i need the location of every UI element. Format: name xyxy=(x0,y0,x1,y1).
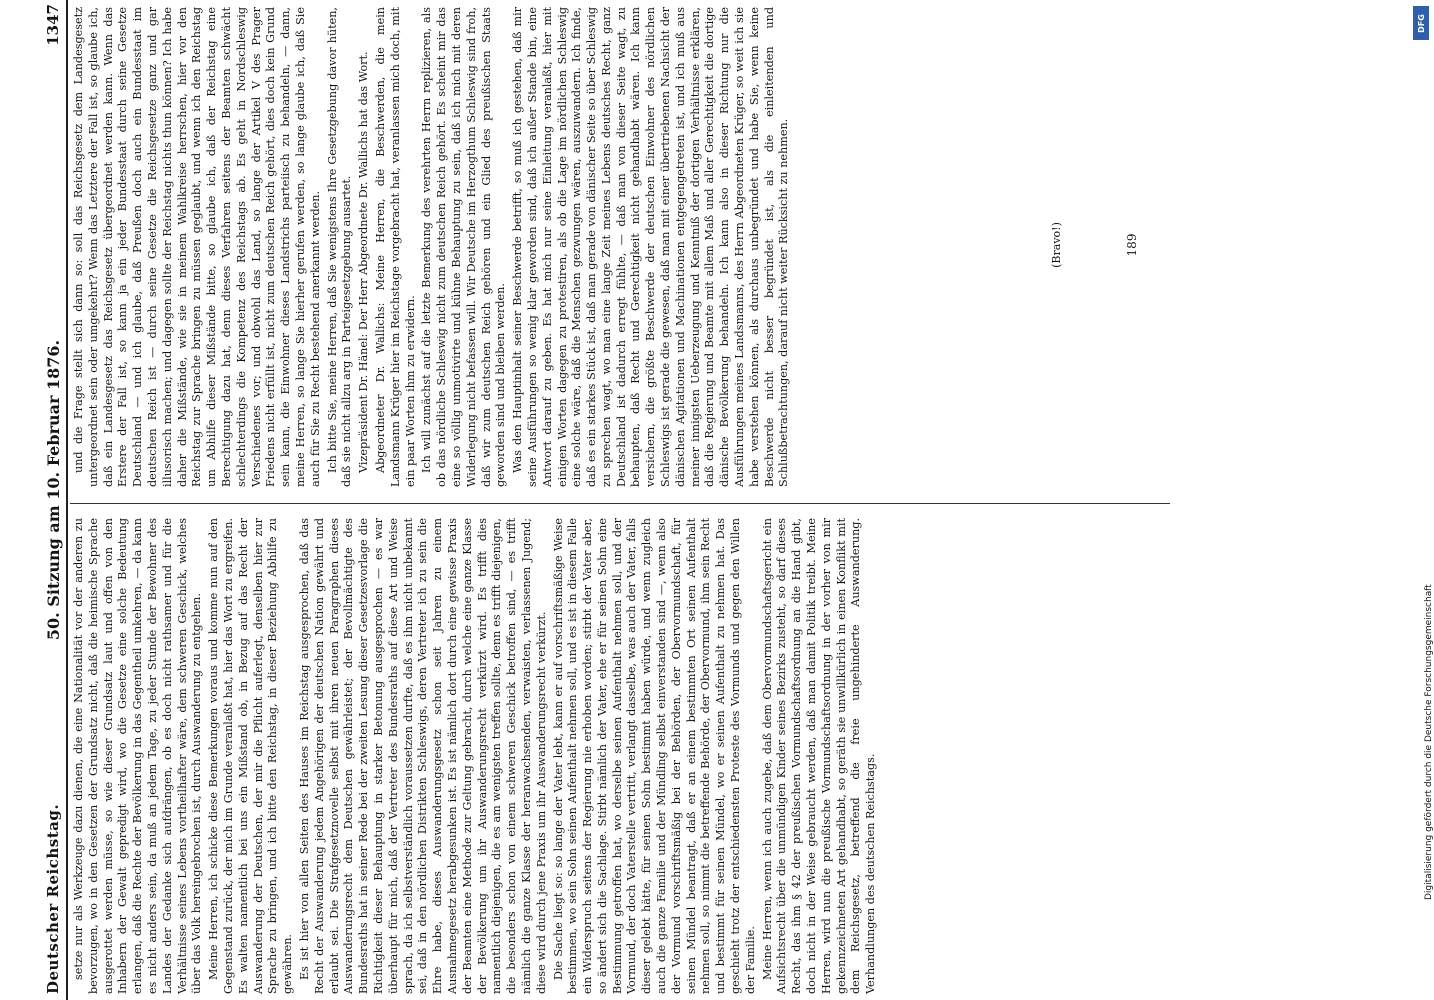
sheet-number: 189 xyxy=(1125,233,1139,257)
publication-title: Deutscher Reichstag. xyxy=(44,803,62,994)
session-title: 50. Sitzung am 10. Februar 1876. xyxy=(44,339,63,641)
right-paragraph: Ich bitte Sie, meine Herren, daß Sie wenigstens Ihre Gesetzgebung davor hüten, daß sie nicht allzu arg in Parteigesetzgebung ausartet. xyxy=(325,7,354,487)
right-column xyxy=(72,7,1252,487)
page-number: 1347 xyxy=(44,4,62,46)
left-paragraph: Die Sache liegt so: so lange der Vater lebt, kann er auf vorschriftsmäßige Weise bestimmen, wo sein Sohn seinen Aufenthalt nehmen soll, und es ist in diesem Falle ein Widerspruch seitens der Regierung nie erhoben worden; stirbt der Vater aber, so ändert sich die Sachlage. Stirbt nämlich der Vater, ehe er für seinen Sohn eine Bestimmung getroffen hat, wo derselbe seinen Aufenthalt nehmen soll, und der Vormund, der doch Vaterstelle vertritt, verlangt dasselbe, was auch der Vater, falls dieser gelebt hätte, für seinen Sohn bestimmt haben würde, und wenn zugleich auch die ganze Familie und der Mündling selbst einverstanden sind —, wenn also der Vormund vorschriftsmäßig bei der Behörden, der Obervormundschaft, für seinen Mündel beantragt, daß er an einem bestimmten Ort seinen Aufenthalt nehmen soll, so nimmt die betreffende Behörde, der Obervormund, ihm sein Recht und bestimmt für seinen Mündel, wo er seinen Aufenthalt zu nehmen hat. Das geschieht trotz der entschiedensten Proteste des Vormunds und gegen den Willen der Familie. xyxy=(551,518,757,994)
left-paragraph: Meine Herren, wenn ich auch zugebe, daß dem Obervormundschaftsgericht ein Aufsichtsrecht über die unmündigen Kinder seines Bezirks zusteht, so darf dieses Recht, das ihm § 42 der preußischen Vormundschaftsordnung an die Hand gibt, doch nicht in der Weise gebraucht werden, daß man damit Politik treibt. Meine Herren, wird nun die preußische Vormundschaftsordnung in der vorher von mir gekennzeichneten Art gehandhabt, so geräth sie unwillkürlich in einen Konflikt mit dem Reichsgesetz, betreffend die freie ungehinderte Auswanderung. Verhandlungen des deutschen Reichstags. xyxy=(760,518,878,994)
dfg-logo-text: DFG xyxy=(1416,13,1426,33)
column-divider xyxy=(70,503,1170,504)
dfg-logo xyxy=(1413,6,1429,40)
left-column xyxy=(72,518,1252,994)
left-paragraph: Meine Herren, ich schicke diese Bemerkungen voraus und komme nun auf den Gegenstand zurück, der mich im Grunde veranlaßt hat, hier das Wort zu ergreifen. Es walten namentlich bei uns ein Mißstand ob, in Bezug auf das Recht der Auswanderung der Deutschen, der mir die Pflicht auferlegt, denselben hier zur Sprache zu bringen, und ich bitte den Reichstag, in dieser Beziehung Abhilfe zu gewähren. xyxy=(207,518,295,994)
left-paragraph: setze nur als Werkzeuge dazu dienen, die eine Nationalität vor der anderen zu bevorzugen, wo in den Gesetzen der Grundsatz nicht, daß die heimische Sprache ausgerottet werden müsse, so wie dieser Grundsatz laut und offen von den Inhabern der Gewalt gepredigt wird, wo die Gesetze eine solche Bedeutung erlangen, daß die Rechte der Bevölkerung in das Gegentheil umkehren, — da kann es nicht anders sein, da muß an jedem Tage, zu jeder Stunde der Bewohner des Landes der Gedanke sich aufdrängen, ob es doch nicht rathsamer und für die Verhältnisse seines Lebens vortheilhafter wäre, dem schweren Geschick, welches über das Volk hereingebrochen ist, durch Auswanderung zu entgehen. xyxy=(72,518,204,994)
right-paragraph: Ich will zunächst auf die letzte Bemerkung des verehrten Herrn replizieren, als ob das nördliche Schleswig nicht zum deutschen Reich gehört. Es scheint mir das eine so völlig unmotivirte und kühne Behauptung zu sein, daß ich mich mit deren Widerlegung nicht befassen will. Wir Deutsche im Herzogthum Schleswig sind froh, daß wir zum deutschen Reich gehören und ein Glied des preußischen Staats geworden sind und bleiben werden. xyxy=(420,7,508,487)
digitization-note: Digitalisierung gefördert durch die Deutsche Forschungsgemeinschaft xyxy=(1424,584,1434,900)
header-rule xyxy=(66,0,68,1000)
right-paragraph: Abgeordneter Dr. Wallichs: Meine Herren, die Beschwerden, die mein Landsmann Krüger hier im Reichstage vorgebracht hat, veranlassen mich doch, mit ein paar Worten ihm zu erwidern. xyxy=(373,7,417,487)
left-paragraph: Es ist hier von allen Seiten des Hauses im Reichstag ausgesprochen, daß das Recht der Auswanderung jedem Angehörigen der deutschen Nation gewährt und erlaubt sei. Die Strafgesetznovelle selbst mit ihren neuen Paragraphen dieses Auswanderungsrecht dem Deutschen gewährleistet; der Bevollmächtigte des Bundesraths hat in seiner Rede bei der zweiten Lesung dieser Gesetzesvorlage die Richtigkeit dieser Behauptung in starker Betonung ausgesprochen — es war überhaupt für mich, daß der Vertreter des Bundesraths auf diese Art und Weise sprach, da ich selbstverständlich voraussetzen durfte, daß es ihm nicht unbekannt sei, daß in den nördlichen Distrikten Schleswigs, deren Vertreter ich zu sein die Ehre habe, dieses Auswanderungsgesetz schon seit Jahren zu einem Ausnahmegesetz herabgesunken ist. Es ist nämlich dort durch eine gewisse Praxis der Beamten eine Methode zur Geltung gebracht, durch welche eine ganze Klasse der Bevölkerung um ihr Auswanderungsrecht verkürzt wird. Es trifft dies namentlich diejenigen, die es am wenigsten treffen sollte, denn es trifft diejenigen, die besonders schon von einem schweren Geschick betroffen sind, — es trifft nämlich die ganze Klasse der heranwachsenden, verwaisten, verlassenen Jugend; diese wird durch jene Praxis um ihr Auswanderungsrecht verkürzt. xyxy=(297,518,548,994)
page-header xyxy=(0,0,80,1000)
right-paragraph: Was den Hauptinhalt seiner Beschwerde betrifft, so muß ich gestehen, daß mir seine Ausführungen so wenig klar geworden sind, daß ich außer Stande bin, eine Antwort darauf zu geben. Es hat mich nur seine Einleitung veranlaßt, hier mit einigen Worten dagegen zu protestiren, als ob die Lage im nördlichen Schleswig eine solche wäre, daß die Menschen gezwungen wären, auszuwandern. Ich finde, daß es ein starkes Stück ist, daß man gerade von dänischer Seite so über Schleswig zu sprechen wagt, wo man eine lange Zeit meines Lebens deutsches Recht, ganz Deutschland ist dadurch erregt fühlte, — daß man von dieser Seite wagt, zu behaupten, daß Recht und Gerechtigkeit nicht gehandhabt wären. Ich kann versichern, die größte Beschwerde der deutschen Einwohner des nördlichen Schleswigs ist gerade die gewesen, daß man mit einer übertriebenen Nachsicht der dänischen Agitationen und Machinationen entgegengetreten ist, und ich muß aus meiner innigsten Ueberzeugung und Kenntniß der dortigen Verhältnisse erklären, daß die Regierung und Beamte mit allem Maß und aller Gerechtigkeit die dortige dänische Bevölkerung behandeln. Ich kann also in dieser Richtung nur die Ausführungen meines Landsmanns, des Herrn Abgeordneten Krüger, so weit ich sie habe verstehen können, als durchaus unbegründet und habe Sie, wenn keine Beschwerde nicht besser begründet ist, als die einleitenden und Schlußbetrachtungen, darauf nicht weiter Rücksicht zu nehmen. xyxy=(511,7,791,487)
right-paragraph: Vizepräsident Dr. Hänel: Der Herr Abgeordnete Dr. Wallichs hat das Wort. xyxy=(357,51,371,473)
right-paragraph: und die Frage stellt sich dann so: soll das Reichsgesetz dem Landesgesetz untergeordnet sein oder umgekehrt? Wenn das Letztere der Fall ist, so glaube ich, daß ein Landesgesetz das Reichsgesetz übergeordnet werden kann. Wenn das Erstere der Fall ist, so kann ja ein jeder Bundesstaat durch seine Gesetze Deutschland — und ich glaube, daß Preußen doch auch ein Bundesstaat im deutschen Reich ist — durch seine Gesetze die Reichsgesetze ganz und gar illusorisch machen; und dagegen sollte der Reichstag nichts thun können? Ich habe daher die Mißstände, wie sie in meinem Wahlkreise herrschen, hier vor den Reichstag zur Sprache bringen zu müssen geglaubt, und wenn ich den Reichstag um Abhilfe dieser Mißstände bitte, so glaube ich, daß der Reichstag eine Berechtigung dazu hat, denn dieses Verfahren seitens der Beamten schwächt schlechterdings die Kompetenz des Reichstags ab. Es geht in Nordschleswig Verschiedenes vor; und obwohl das Land, so lange der Artikel V des Prager Friedens nicht erfüllt ist, nicht zum deutschen Reich gehört, dies doch kein Grund sein kann, die Einwohner dieses Landstrichs parteiisch zu behandeln, — dann, meine Herren, so lange Sie hierher gerufen werden, so lange glaube ich, daß Sie auch für Sie zu Recht bestehend anerkannt werden. xyxy=(72,7,322,487)
applause-note: (Bravo!) xyxy=(1050,222,1063,268)
